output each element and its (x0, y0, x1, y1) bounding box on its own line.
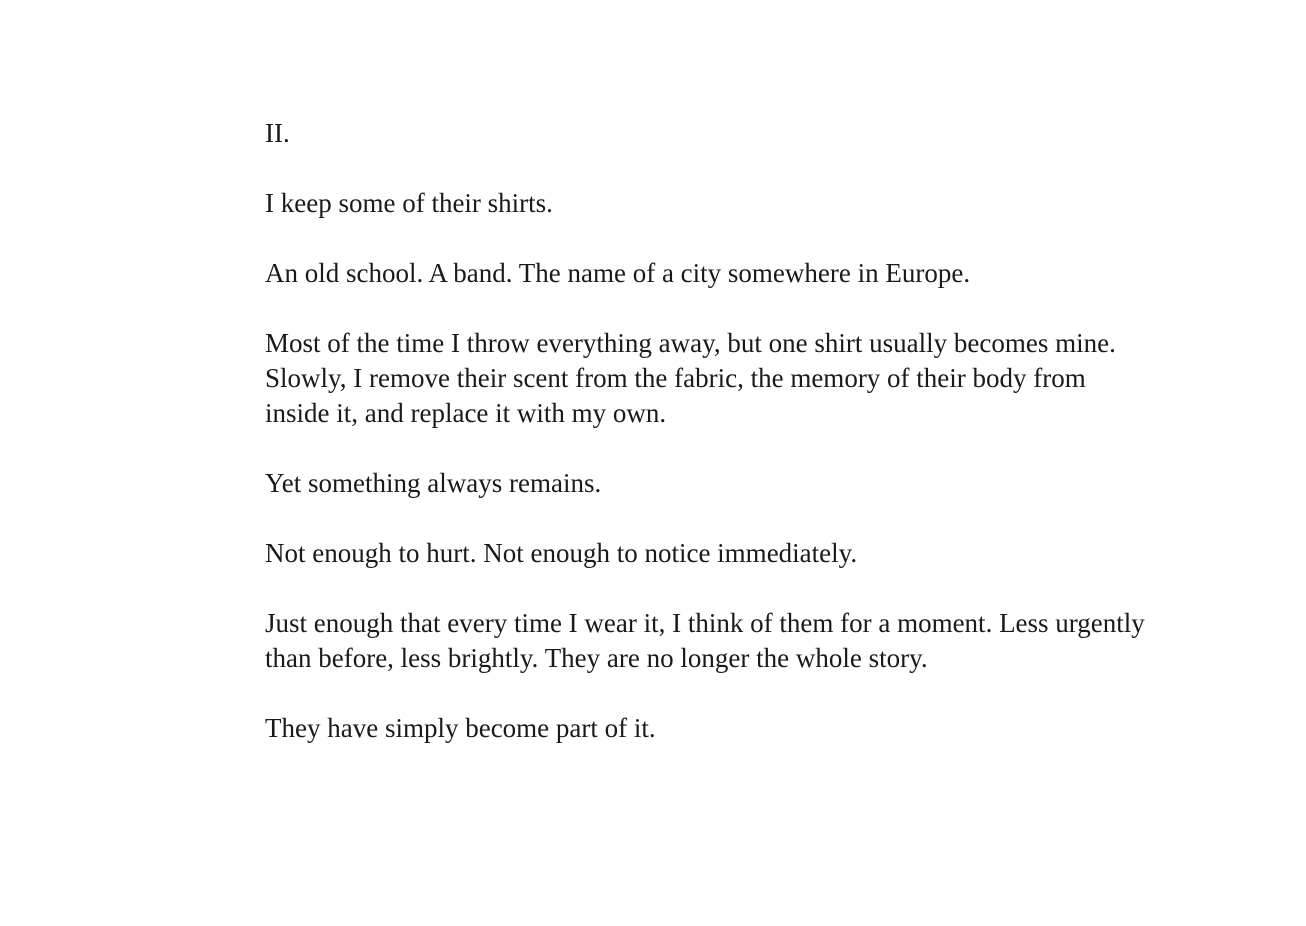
paragraph: I keep some of their shirts. (265, 188, 553, 218)
paragraph: An old school. A band. The name of a city somewhere in Europe. (265, 258, 971, 288)
paragraph: They have simply become part of it. (265, 713, 656, 743)
paragraph: Yet something always remains. (265, 468, 602, 498)
text-body (265, 116, 1145, 746)
paragraph: Not enough to hurt. Not enough to notice immediately. (265, 538, 858, 568)
paragraph: Most of the time I throw everything away, but one shirt usually becomes mine. Slowly, I remove their scent from the fabric, the memory of their body from inside it, and replace it with my own. (265, 328, 1116, 428)
section-heading: II. (265, 118, 290, 148)
paragraph: Just enough that every time I wear it, I think of them for a moment. Less urgently than before, less brightly. They are no longer the whole story. (265, 608, 1145, 673)
